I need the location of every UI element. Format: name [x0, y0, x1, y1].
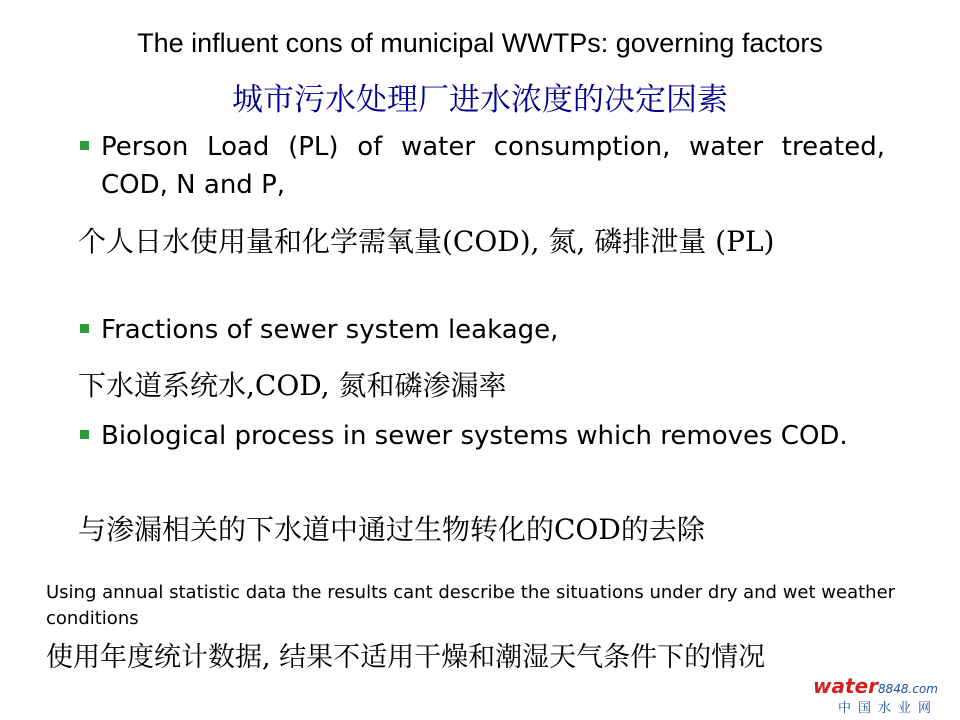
bullet-item-person-load: [80, 128, 885, 204]
square-bullet-icon: [80, 141, 89, 150]
bullet-text: Person Load (PL) of water consumption, water treated, COD, N and P,: [101, 132, 885, 200]
square-bullet-icon: [80, 324, 89, 333]
footnote-chinese: 使用年度统计数据, 结果不适用干燥和潮湿天气条件下的情况: [46, 642, 766, 673]
footnote-english: Using annual statistic data the results cant describe the situations under dry and wet weather conditions: [46, 582, 896, 629]
water8848-logo: [813, 674, 938, 716]
logo-word: water: [813, 674, 878, 698]
chinese-translation-line: 与渗漏相关的下水道中通过生物转化的COD的去除: [78, 513, 705, 546]
logo-suffix: .com: [908, 682, 938, 696]
slide-title-chinese: 城市污水处理厂进水浓度的决定因素: [232, 82, 728, 118]
logo-wordmark: [813, 674, 938, 698]
chinese-translation-line: 个人日水使用量和化学需氧量(COD), 氮, 磷排泄量 (PL): [78, 225, 775, 258]
bullet-item-biological-process: [80, 417, 885, 455]
chinese-translation-line: 下水道系统水,COD, 氮和磷渗漏率: [78, 369, 507, 402]
bullet-text: Fractions of sewer system leakage,: [101, 315, 559, 345]
bullet-item-sewer-leakage: [80, 311, 885, 349]
logo-subtitle: 中国水业网: [837, 701, 938, 716]
logo-number: 8848: [878, 682, 909, 696]
slide-title-english: The influent cons of municipal WWTPs: governing factors: [137, 28, 823, 58]
bullet-text: Biological process in sewer systems which removes COD.: [101, 421, 848, 451]
square-bullet-icon: [80, 430, 89, 439]
